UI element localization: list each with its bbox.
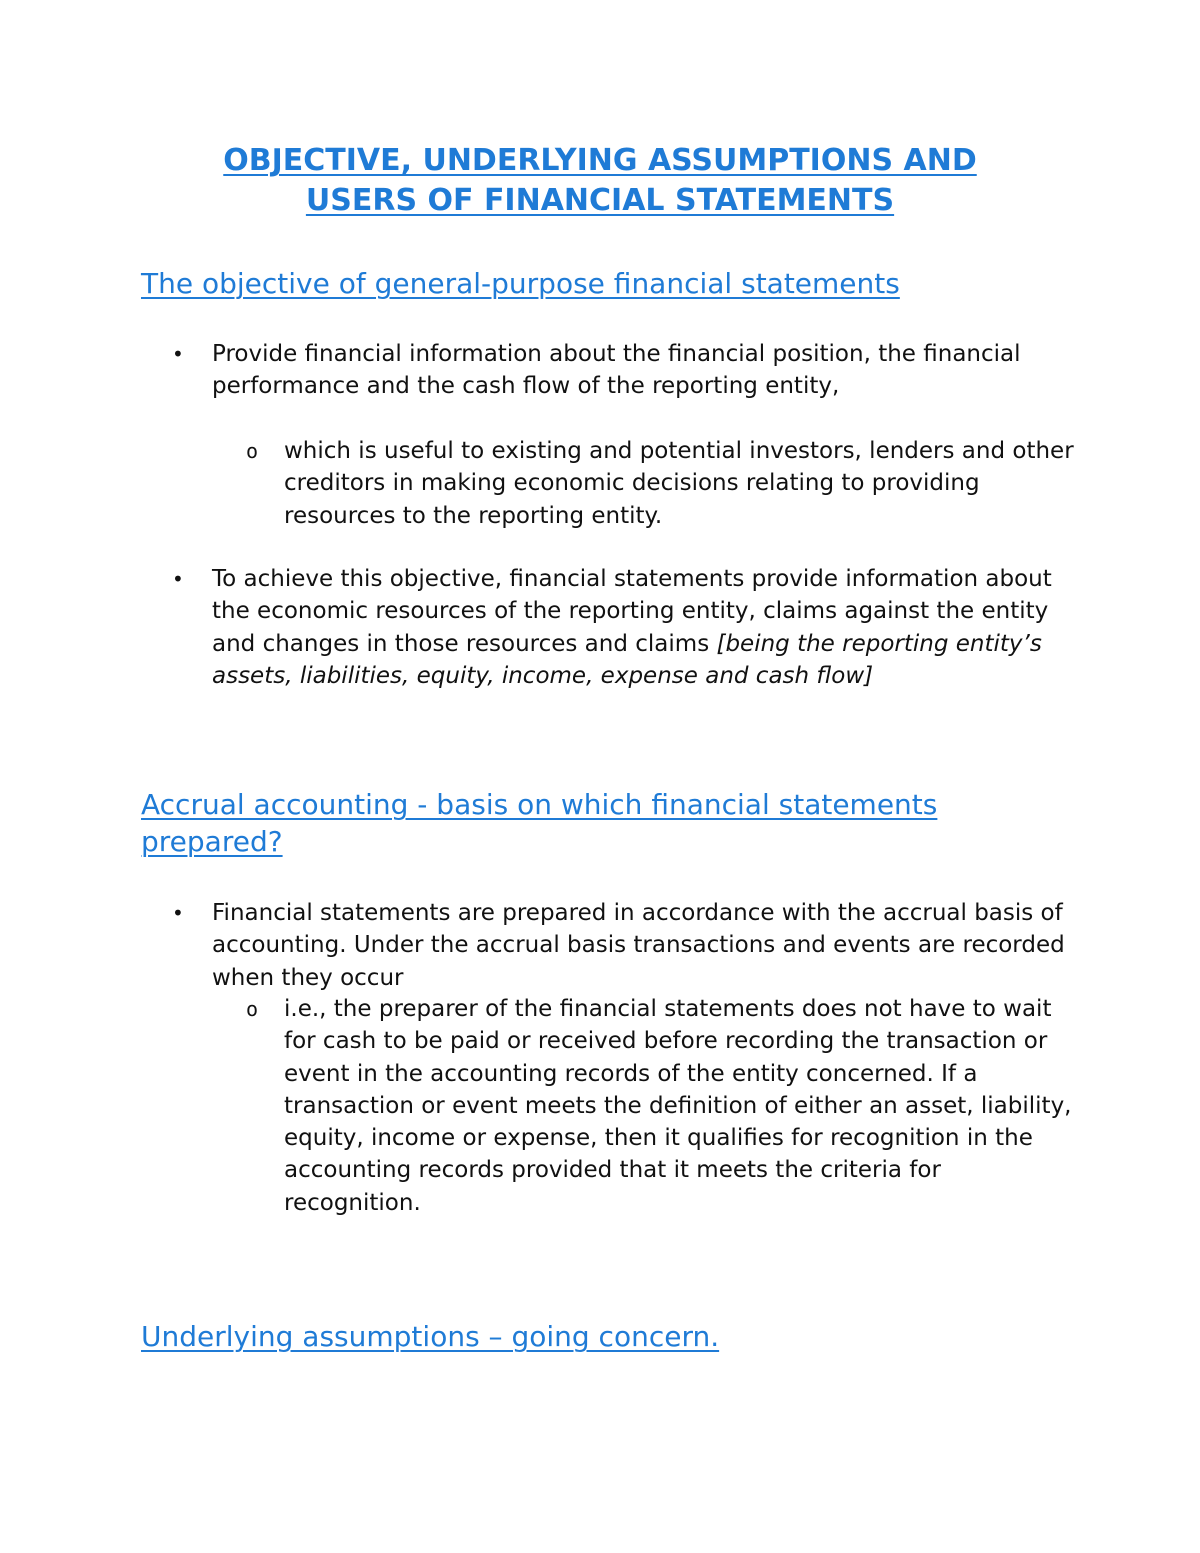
title-line-2: USERS OF FINANCIAL STATEMENTS — [305, 183, 895, 218]
sub-bullet-item-preparer: i.e., the preparer of the financial statements does not have to wait for cash to be paid or received before recording the transaction or event in the accounting records of the entity concerned. If a transaction or event meets the definition of either an asset, liability, equity, income or expense, then it qualifies for recognition in the accounting records provided that it meets the criteria for recognition. — [284, 996, 1072, 1216]
section-heading-accrual — [141, 786, 937, 860]
heading-line-1: Accrual accounting - basis on which financial statements — [141, 788, 938, 821]
bullet-item-accrual-basis: Financial statements are prepared in accordance with the accrual basis of accounting. Under the accrual basis transactions and events are recorded when they occur — [212, 900, 1065, 991]
document-title — [140, 141, 1060, 221]
sub-bullet-marker: o — [246, 439, 259, 463]
bullet-marker: • — [172, 342, 184, 366]
bullet-marker: • — [172, 567, 184, 591]
bullet-item-objective: Provide financial information about the financial position, the financial performance and the cash flow of the reporting entity, — [212, 341, 1021, 400]
bullet-item-achieve-objective — [212, 563, 1082, 692]
bullet-marker: • — [172, 901, 184, 925]
heading-line-2: prepared? — [141, 825, 283, 858]
section-heading-objective: The objective of general-purpose financial statements — [141, 267, 900, 300]
bullet-text: To achieve this objective, financial statements provide information about the economic resources of the reporting entity, claims against the entity and changes in those resources and claims — [212, 566, 1052, 657]
title-line-1: OBJECTIVE, UNDERLYING ASSUMPTIONS AND — [223, 143, 977, 178]
sub-bullet-item-useful: which is useful to existing and potential investors, lenders and other creditors in making economic decisions relating to providing resources to the reporting entity. — [284, 438, 1074, 529]
section-heading-going-concern: Underlying assumptions – going concern. — [141, 1320, 720, 1353]
sub-bullet-marker: o — [246, 997, 259, 1021]
bullet-italic-text: [being the reporting entity’s assets, liabilities, equity, income, expense and cash flow] — [212, 630, 1042, 689]
